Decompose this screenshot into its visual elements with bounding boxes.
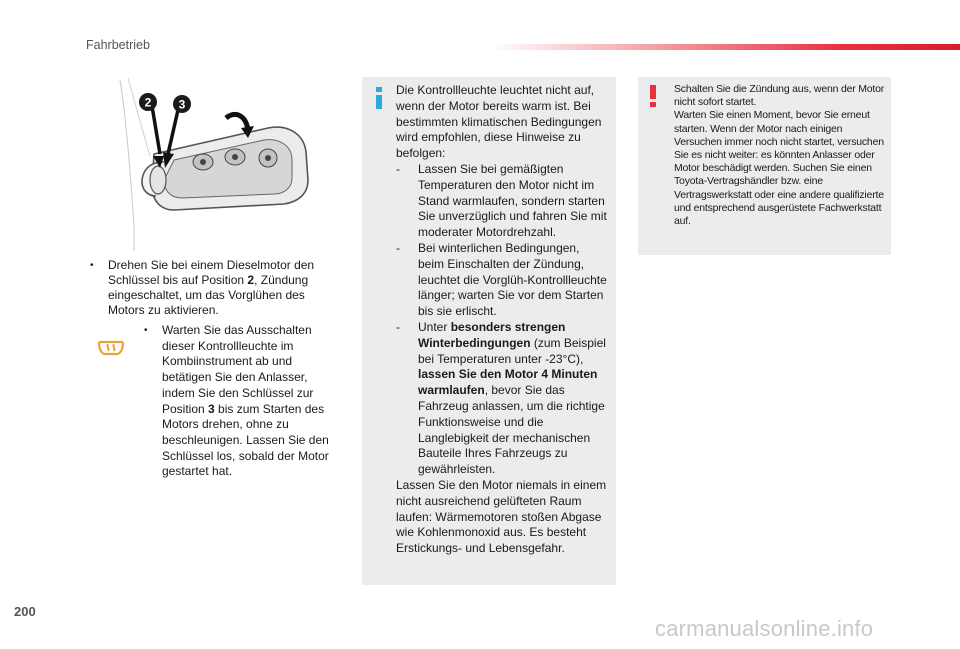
bullet-marker: • <box>90 260 94 271</box>
callout-3: 3 <box>178 97 186 112</box>
header-accent-bar <box>490 44 960 50</box>
glow-plug-icon <box>96 338 126 358</box>
warning-p2: Warten Sie einen Moment, bevor Sie erneut starten. Wenn der Motor nach einigen Versuchen immer noch nicht startet, versuchen Sie es nicht weiter: es könnten Anlasser oder Motor beschädigt werden. Suchen Sie einen Toyota-Vertragshändler bzw. eine Vertragswerkstatt oder eine andere qualifizierte und entsprechend ausgerüstete Fachwerkstatt auf. <box>674 109 884 228</box>
page-number: 200 <box>14 604 36 619</box>
position-3: 3 <box>208 401 215 416</box>
list-item: - Lassen Sie bei gemäßigten Temperaturen den Motor nicht im Stand warmlaufen, sondern starten Sie unverzüglich und fahren Sie mit moderater Motordrehzahl. <box>396 161 607 240</box>
bullet-marker: • <box>144 325 148 336</box>
key-remote-image <box>108 76 353 256</box>
warning-p1: Schalten Sie die Zündung aus, wenn der Motor nicht sofort startet. <box>674 83 885 109</box>
info-icon <box>373 87 385 109</box>
list-item: - Bei winterlichen Bedingungen, beim Einschalten der Zündung, leuchtet die Vorglüh-Kontrollleuchte länger; warten Sie vor dem Starten bis sie erlischt. <box>396 240 607 319</box>
list-item: - Unter besonders strengen Winterbedingungen (zum Beispiel bei Temperaturen unter -23°C), lassen Sie den Motor 4 Minuten warmlaufen, bevor Sie das Fahrzeug anlassen, um die richtige Funktionsweise und die Langlebigkeit der mechanischen Bauteile Ihres Fahrzeugs zu gewährleisten. <box>396 319 606 477</box>
watermark: carmanualsonline.info <box>655 616 874 641</box>
warning-icon <box>648 85 658 107</box>
step-2-text: • Warten Sie das Ausschalten dieser Kontrollleuchte im Kombiinstrument ab und betätigen Sie den Anlasser, indem Sie den Schlüssel zur Position 3 bis zum Starten des Motors drehen, ohne zu beschleunigen. Lassen Sie den Schlüssel los, sobald der Motor gestartet hat. <box>144 323 329 479</box>
info-intro: Die Kontrollleuchte leuchtet nicht auf, wenn der Motor bereits warm ist. Bei bestimmten klimatischen Bedingungen wird empfohlen, diese Hinweise zu befolgen: <box>396 83 602 161</box>
callout-2: 2 <box>144 95 152 110</box>
position-2: 2 <box>247 273 255 287</box>
section-title: Fahrbetrieb <box>86 38 150 52</box>
warning-box <box>638 77 891 255</box>
info-box <box>362 77 616 585</box>
step-1-text: • Drehen Sie bei einem Dieselmotor den Schlüssel bis auf Position 2, Zündung eingeschaltet, um das Vorglühen des Motors zu aktivieren. <box>90 258 315 317</box>
info-outro: Lassen Sie den Motor niemals in einem nicht ausreichend gelüfteten Raum laufen: Wärmemotoren stoßen Abgase wie Kohlenmonoxid aus. Es besteht Erstickungs- und Lebensgefahr. <box>396 477 607 556</box>
info-list <box>396 162 608 478</box>
